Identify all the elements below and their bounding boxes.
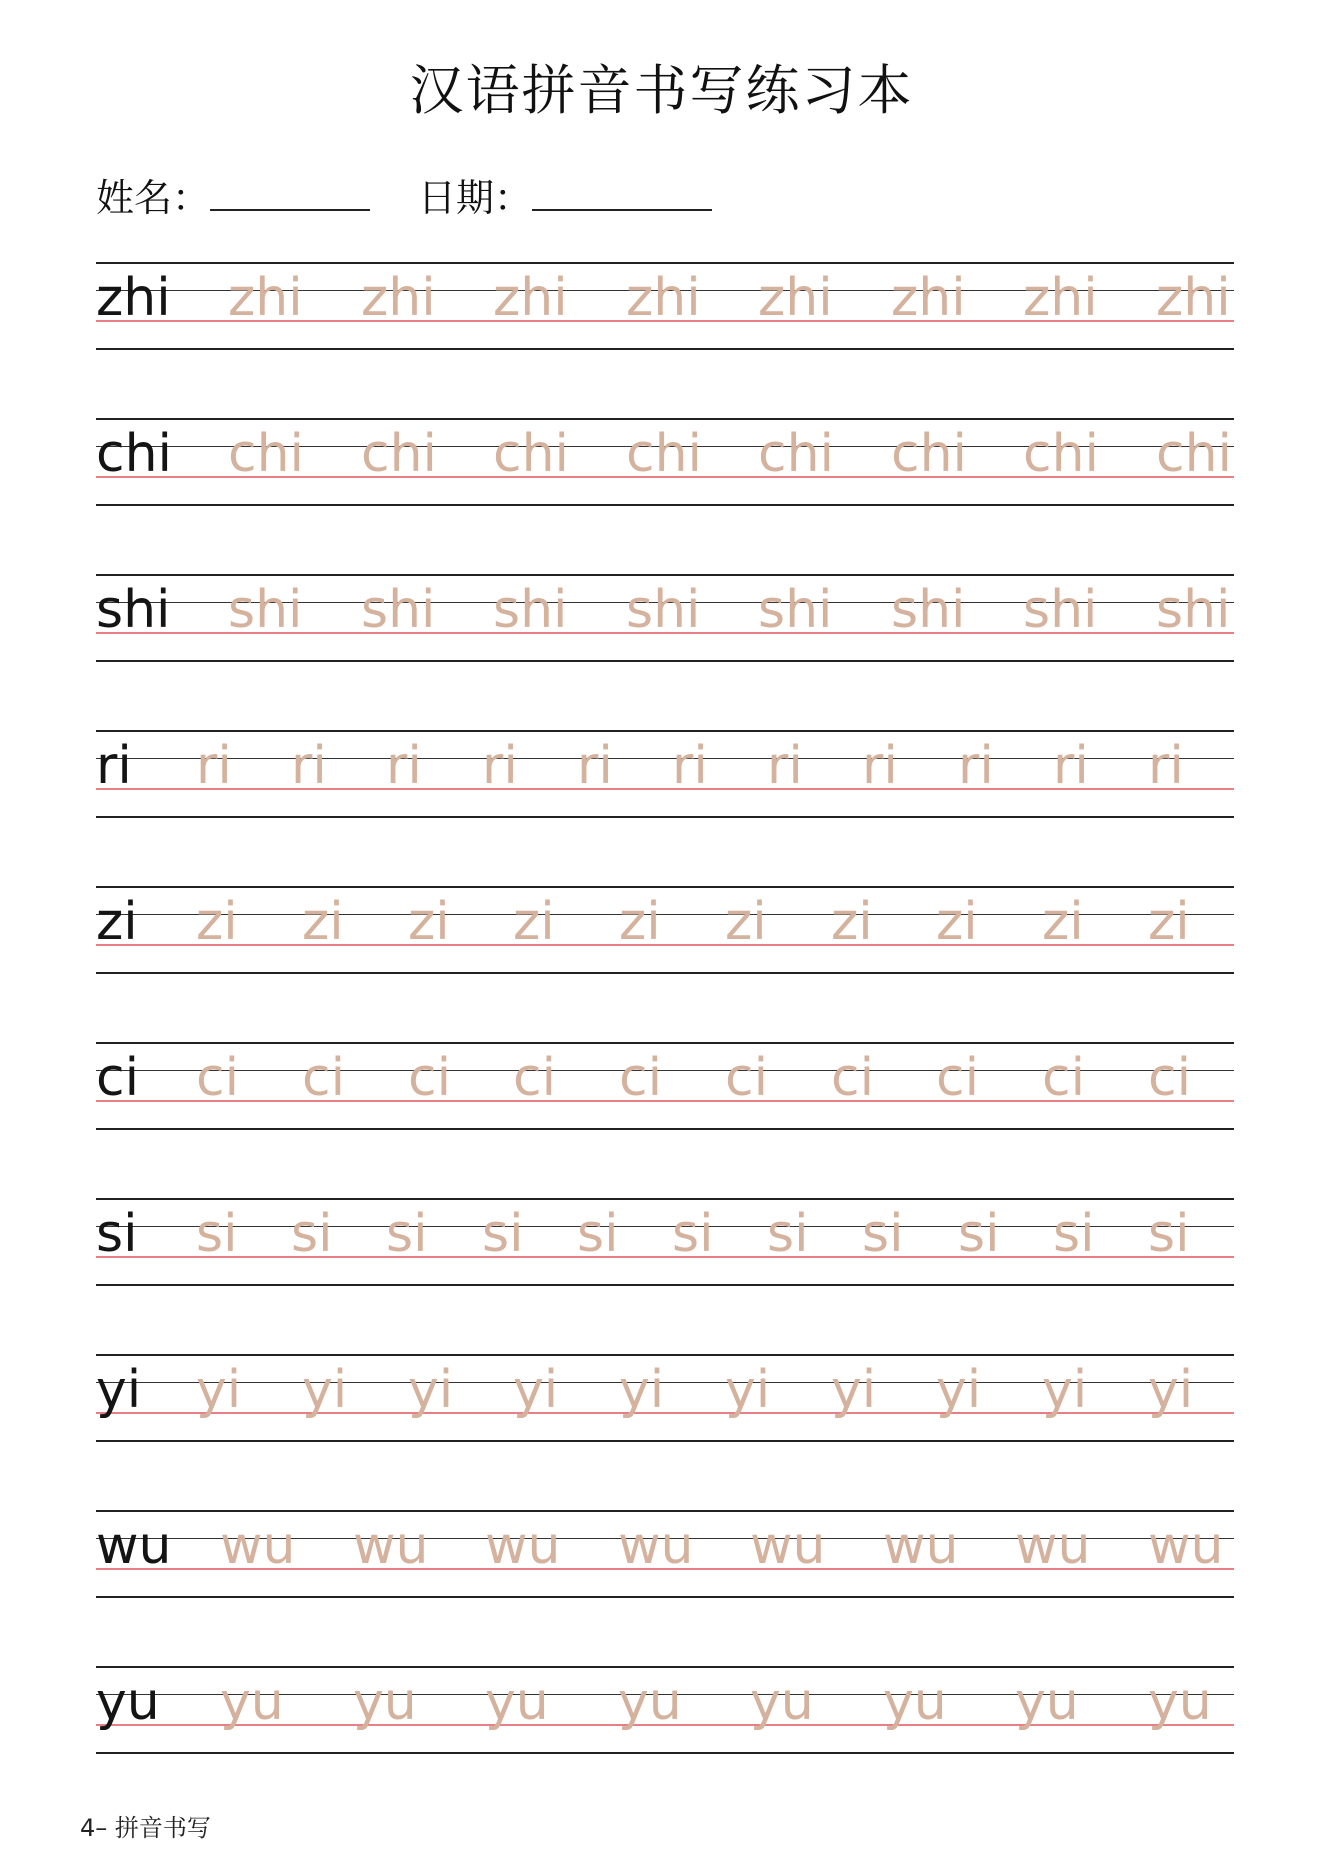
trace-syllable-text: yi — [408, 1360, 454, 1420]
trace-syllable-text: ci — [936, 1048, 980, 1108]
trace-syllable-text: shi — [626, 580, 701, 640]
model-syllable-text: shi — [96, 580, 171, 640]
trace-syllable-text: ci — [196, 1048, 240, 1108]
trace-syllable-text: shi — [228, 580, 303, 640]
trace-syllable-text: si — [672, 1204, 714, 1264]
trace-syllable-text: si — [577, 1204, 619, 1264]
trace-syllable-text: ri — [1053, 736, 1089, 796]
model-syllable-text: zi — [96, 892, 138, 952]
trace-syllable-text: shi — [361, 580, 436, 640]
trace-syllable-text: zhi — [1023, 268, 1098, 328]
trace-syllable-text: yu — [220, 1672, 284, 1732]
guide-line — [96, 262, 1234, 264]
trace-syllable-text: zi — [408, 892, 450, 952]
trace-syllable-text: shi — [758, 580, 833, 640]
guide-line — [96, 1752, 1234, 1754]
trace-syllable-text: yi — [725, 1360, 771, 1420]
trace-syllable-text: wu — [883, 1516, 959, 1576]
model-syllable-text: zhi — [96, 268, 171, 328]
practice-row-zhi — [96, 262, 1234, 350]
guide-line — [96, 1284, 1234, 1286]
trace-syllable-text: yi — [196, 1360, 242, 1420]
trace-syllable-text: yi — [831, 1360, 877, 1420]
practice-row-chi — [96, 418, 1234, 506]
practice-row-yu — [96, 1666, 1234, 1754]
guide-line — [96, 1198, 1234, 1200]
trace-syllable-text: chi — [1156, 424, 1232, 484]
trace-syllable-text: chi — [626, 424, 702, 484]
trace-syllable-text: zi — [1042, 892, 1084, 952]
trace-syllable-text: ri — [291, 736, 327, 796]
trace-syllable-text: wu — [353, 1516, 429, 1576]
trace-syllable-text: chi — [228, 424, 304, 484]
practice-row-zi — [96, 886, 1234, 974]
trace-syllable-text: yu — [1148, 1672, 1212, 1732]
guide-line — [96, 730, 1234, 732]
trace-syllable-text: ci — [619, 1048, 663, 1108]
trace-syllable-text: wu — [618, 1516, 694, 1576]
trace-syllable-text: si — [958, 1204, 1000, 1264]
practice-row-si — [96, 1198, 1234, 1286]
guide-line — [96, 972, 1234, 974]
guide-line — [96, 1666, 1234, 1668]
guide-line — [96, 1440, 1234, 1442]
practice-row-shi — [96, 574, 1234, 662]
trace-syllable-text: ci — [302, 1048, 346, 1108]
model-syllable-text: ri — [96, 736, 132, 796]
trace-syllable-text: chi — [493, 424, 569, 484]
trace-syllable-text: zhi — [228, 268, 303, 328]
trace-syllable-text: yi — [302, 1360, 348, 1420]
page-footer: 4– 拼音书写 — [80, 1814, 211, 1842]
trace-syllable-text: si — [1148, 1204, 1190, 1264]
trace-syllable-text: shi — [1156, 580, 1231, 640]
trace-syllable-text: ci — [1148, 1048, 1192, 1108]
guide-line — [96, 1128, 1234, 1130]
guide-line — [96, 504, 1234, 506]
trace-syllable-text: ri — [386, 736, 422, 796]
trace-syllable-text: chi — [1023, 424, 1099, 484]
trace-syllable-text: zi — [1148, 892, 1190, 952]
trace-syllable-text: si — [1053, 1204, 1095, 1264]
trace-syllable-text: ri — [672, 736, 708, 796]
guide-line — [96, 660, 1234, 662]
model-syllable-text: si — [96, 1204, 138, 1264]
trace-syllable-text: zhi — [1156, 268, 1231, 328]
practice-row-ci — [96, 1042, 1234, 1130]
practice-row-wu — [96, 1510, 1234, 1598]
name-label: 姓名： — [96, 176, 211, 220]
guide-line — [96, 418, 1234, 420]
page-title: 汉语拼音书写练习本 — [409, 59, 914, 122]
trace-syllable-text: ri — [196, 736, 232, 796]
model-syllable-text: wu — [96, 1516, 172, 1576]
trace-syllable-text: yu — [485, 1672, 549, 1732]
trace-syllable-text: yi — [1148, 1360, 1194, 1420]
trace-syllable-text: shi — [493, 580, 568, 640]
trace-syllable-text: yu — [1015, 1672, 1079, 1732]
guide-line — [96, 886, 1234, 888]
guide-line — [96, 1510, 1234, 1512]
trace-syllable-text: zhi — [493, 268, 568, 328]
trace-syllable-text: si — [291, 1204, 333, 1264]
trace-syllable-text: wu — [1015, 1516, 1091, 1576]
guide-line — [96, 574, 1234, 576]
trace-syllable-text: zi — [196, 892, 238, 952]
trace-syllable-text: zhi — [891, 268, 966, 328]
trace-syllable-text: shi — [1023, 580, 1098, 640]
trace-syllable-text: zi — [831, 892, 873, 952]
trace-syllable-text: zi — [725, 892, 767, 952]
trace-syllable-text: wu — [750, 1516, 826, 1576]
trace-syllable-text: shi — [891, 580, 966, 640]
trace-syllable-text: zhi — [758, 268, 833, 328]
trace-syllable-text: zhi — [361, 268, 436, 328]
trace-syllable-text: chi — [758, 424, 834, 484]
trace-syllable-text: si — [862, 1204, 904, 1264]
trace-syllable-text: ri — [1148, 736, 1184, 796]
practice-row-yi — [96, 1354, 1234, 1442]
trace-syllable-text: si — [767, 1204, 809, 1264]
guide-line — [96, 1596, 1234, 1598]
trace-syllable-text: yi — [936, 1360, 982, 1420]
trace-syllable-text: ri — [862, 736, 898, 796]
trace-syllable-text: wu — [220, 1516, 296, 1576]
guide-line — [96, 348, 1234, 350]
trace-syllable-text: yu — [353, 1672, 417, 1732]
trace-syllable-text: zi — [302, 892, 344, 952]
trace-syllable-text: ci — [1042, 1048, 1086, 1108]
trace-syllable-text: yu — [618, 1672, 682, 1732]
trace-syllable-text: wu — [1148, 1516, 1224, 1576]
model-syllable-text: ci — [96, 1048, 140, 1108]
trace-syllable-text: ci — [725, 1048, 769, 1108]
trace-syllable-text: yu — [883, 1672, 947, 1732]
trace-syllable-text: yi — [1042, 1360, 1088, 1420]
trace-syllable-text: ri — [767, 736, 803, 796]
trace-syllable-text: ri — [958, 736, 994, 796]
trace-syllable-text: ci — [408, 1048, 452, 1108]
trace-syllable-text: ci — [513, 1048, 557, 1108]
trace-syllable-text: chi — [891, 424, 967, 484]
date-label: 日期： — [418, 176, 533, 220]
trace-syllable-text: ri — [577, 736, 613, 796]
trace-syllable-text: si — [196, 1204, 238, 1264]
trace-syllable-text: yi — [619, 1360, 665, 1420]
trace-syllable-text: ri — [482, 736, 518, 796]
trace-syllable-text: wu — [485, 1516, 561, 1576]
trace-syllable-text: chi — [361, 424, 437, 484]
trace-syllable-text: si — [386, 1204, 428, 1264]
guide-line — [96, 1354, 1234, 1356]
trace-syllable-text: zi — [936, 892, 978, 952]
trace-syllable-text: zi — [513, 892, 555, 952]
trace-syllable-text: zhi — [626, 268, 701, 328]
model-syllable-text: yu — [96, 1672, 160, 1732]
trace-syllable-text: zi — [619, 892, 661, 952]
guide-line — [96, 816, 1234, 818]
practice-row-ri — [96, 730, 1234, 818]
model-syllable-text: yi — [96, 1360, 142, 1420]
trace-syllable-text: si — [482, 1204, 524, 1264]
model-syllable-text: chi — [96, 424, 172, 484]
trace-syllable-text: ci — [831, 1048, 875, 1108]
guide-line — [96, 1042, 1234, 1044]
trace-syllable-text: yu — [750, 1672, 814, 1732]
trace-syllable-text: yi — [513, 1360, 559, 1420]
